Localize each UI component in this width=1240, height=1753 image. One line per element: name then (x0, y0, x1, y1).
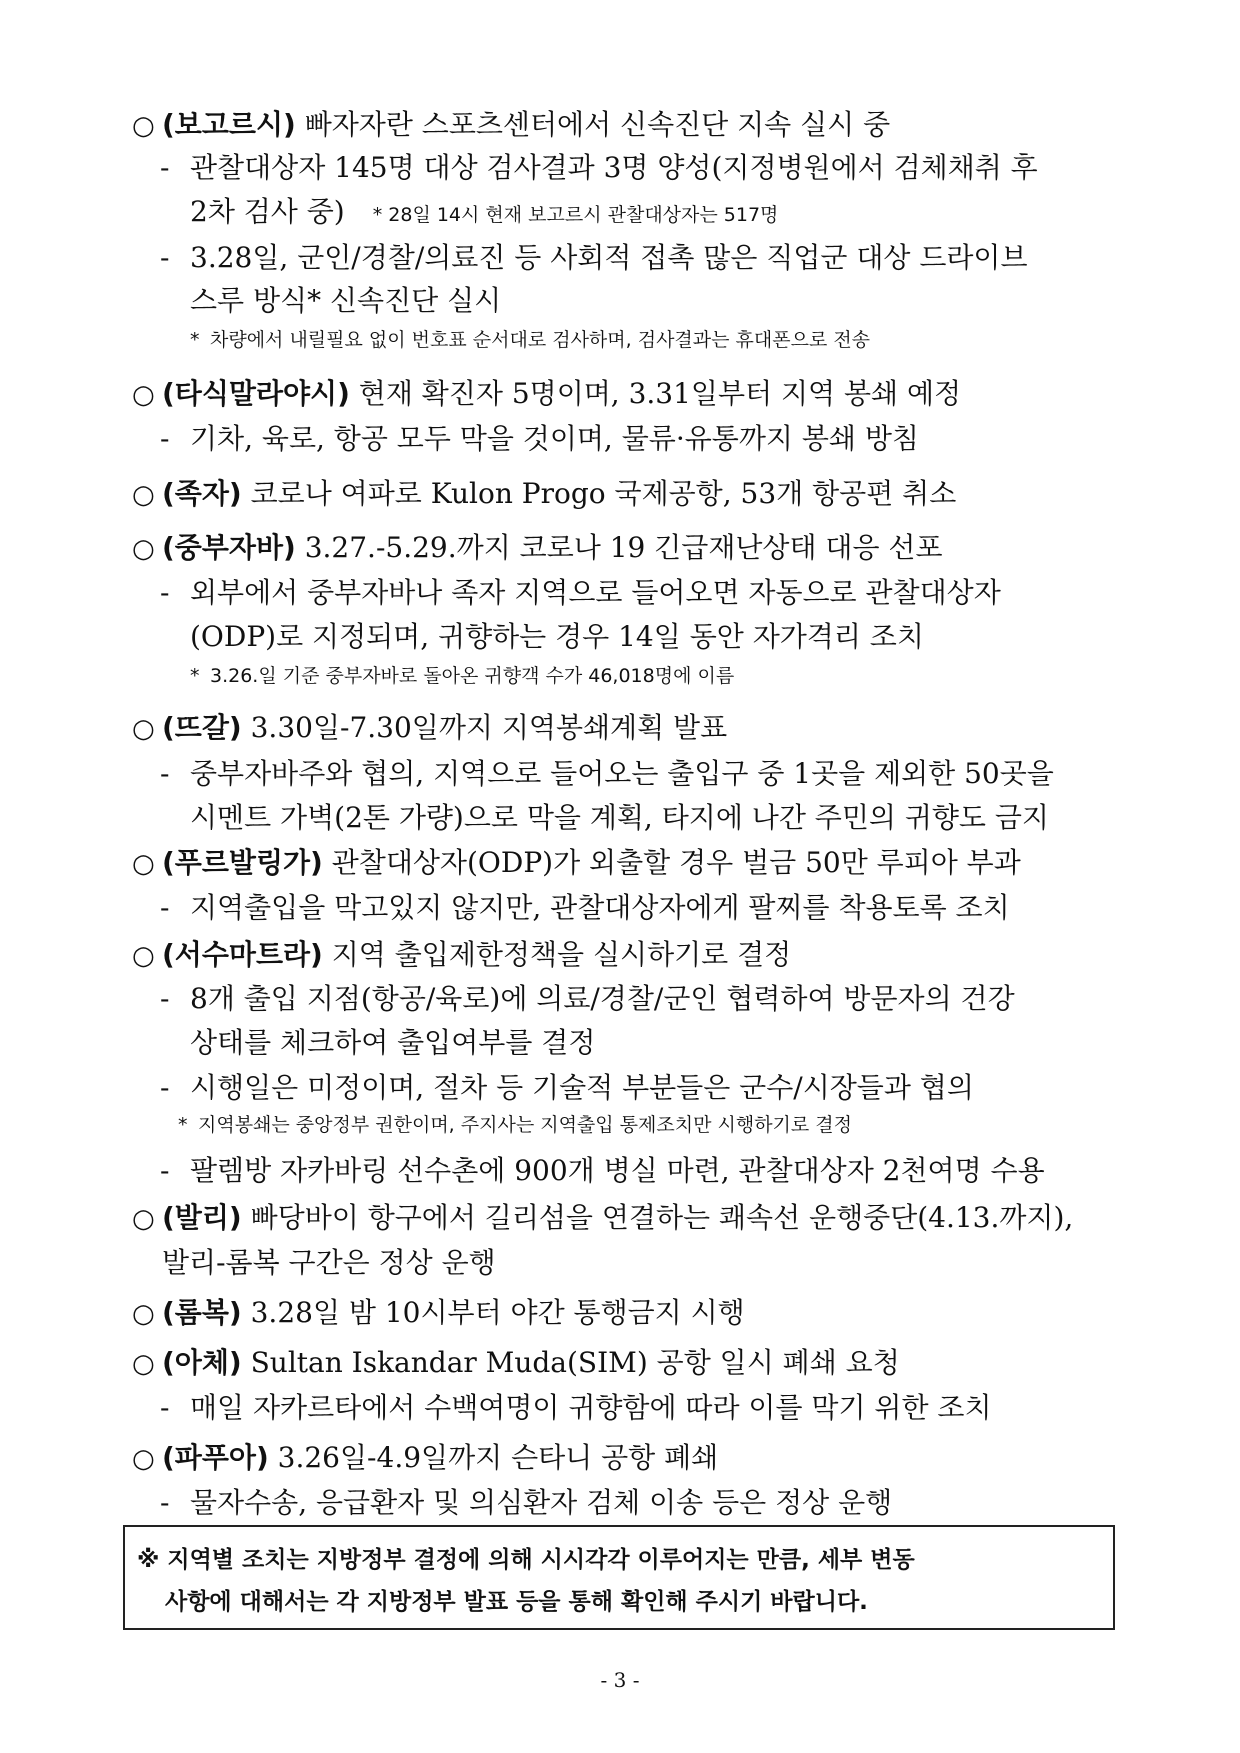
sub-text: 기차, 육로, 항공 모두 막을 것이며, 물류·유통까지 봉쇄 방침 (190, 422, 919, 455)
section-title: 지역 출입제한정책을 실시하기로 결정 (322, 938, 792, 971)
bullet-circle-icon: ○ (132, 111, 155, 141)
sub-text: 외부에서 중부자바나 족자 지역으로 들어오면 자동으로 관찰대상자 (190, 576, 1001, 609)
bogor-sub1-cont (190, 190, 778, 230)
sub-text: 매일 자카르타에서 수백여명이 귀향함에 따라 이를 막기 위한 조치 (190, 1391, 992, 1424)
purbalingga-sub1 (160, 886, 1010, 926)
sub-text: 관찰대상자 145명 대상 검사결과 3명 양성(지정병원에서 검체채취 후 (190, 151, 1038, 184)
tegal-sub1 (160, 752, 1054, 792)
sub-text: 시행일은 미정이며, 절차 등 기술적 부분들은 군수/시장들과 협의 (190, 1071, 974, 1104)
bullet-circle-icon: ○ (132, 714, 155, 744)
region-label: (롬복) (162, 1296, 242, 1329)
asterisk-icon: * (178, 1114, 188, 1136)
region-label: (뜨갈) (162, 711, 242, 744)
bogor-sub2-cont: 스루 방식* 신속진단 실시 (190, 284, 502, 317)
bullet-circle-icon: ○ (132, 380, 155, 410)
dash-bullet: - (160, 241, 170, 274)
note-text: 3.26.일 기준 중부자바로 돌아온 귀향객 수가 46,018명에 이름 (210, 665, 735, 687)
dash-bullet: - (160, 1071, 170, 1104)
central-java-sub1 (160, 571, 1001, 611)
sub-text: 중부자바주와 협의, 지역으로 들어오는 출입구 중 1곳을 제외한 50곳을 (190, 757, 1054, 790)
section-bogor-heading (132, 103, 890, 143)
sub-text: 3.28일, 군인/경찰/의료진 등 사회적 접촉 많은 직업군 대상 드라이브 (190, 241, 1028, 274)
section-tegal-heading (132, 706, 727, 746)
dash-bullet: - (160, 891, 170, 924)
asterisk-icon: * (190, 329, 200, 351)
papua-sub1 (160, 1481, 892, 1521)
section-tasikmalaya-heading (132, 372, 961, 412)
region-label: (파푸아) (162, 1441, 269, 1474)
central-java-note (190, 661, 734, 688)
notice-line-1: ※ 지역별 조치는 지방정부 결정에 의해 시시각각 이루어지는 만큼, 세부 변동 (137, 1547, 915, 1573)
bullet-circle-icon: ○ (132, 534, 155, 564)
sub-text: 8개 출입 지점(항공/육로)에 의료/경찰/군인 협력하여 방문자의 건강 (190, 982, 1015, 1015)
dash-bullet: - (160, 422, 170, 455)
west-sumatra-sub1-cont: 상태를 체크하여 출입여부를 결정 (190, 1026, 596, 1059)
west-sumatra-sub3 (160, 1149, 1045, 1189)
section-purbalingga-heading (132, 841, 1021, 881)
sub-text: 지역출입을 막고있지 않지만, 관찰대상자에게 팔찌를 착용토록 조치 (190, 891, 1010, 924)
section-aceh-heading (132, 1341, 900, 1381)
region-label: (서수마트라) (162, 938, 323, 971)
west-sumatra-sub2 (160, 1066, 974, 1106)
notice-box (123, 1525, 1115, 1630)
dash-bullet: - (160, 151, 170, 184)
section-jogja-heading (132, 472, 956, 512)
section-title: 3.26일-4.9일까지 슨타니 공항 폐쇄 (268, 1441, 719, 1474)
section-bali-heading (132, 1196, 1073, 1236)
dash-bullet: - (160, 1486, 170, 1519)
section-central-java-heading (132, 526, 943, 566)
section-papua-heading (132, 1436, 718, 1476)
bogor-sub2 (160, 236, 1028, 276)
region-label: (중부자바) (162, 531, 296, 564)
region-label: (푸르발링가) (162, 846, 323, 879)
bullet-circle-icon: ○ (132, 1299, 155, 1329)
bogor-sub1 (160, 146, 1038, 186)
aceh-sub1 (160, 1386, 992, 1426)
inline-note: * 28일 14시 현재 보고르시 관찰대상자는 517명 (372, 204, 779, 226)
dash-bullet: - (160, 576, 170, 609)
notice-line-2: 사항에 대해서는 각 지방정부 발표 등을 통해 확인해 주시기 바랍니다. (165, 1589, 868, 1615)
asterisk-icon: * (190, 665, 200, 687)
note-text: 지역봉쇄는 중앙정부 권한이며, 주지사는 지역출입 통제조치만 시행하기로 결정 (198, 1114, 853, 1136)
sub-text: 물자수송, 응급환자 및 의심환자 검체 이송 등은 정상 운행 (190, 1486, 893, 1519)
section-title: 3.30일-7.30일까지 지역봉쇄계획 발표 (241, 711, 728, 744)
bullet-circle-icon: ○ (132, 1444, 155, 1474)
central-java-sub1-cont: (ODP)로 지정되며, 귀향하는 경우 14일 동안 자가격리 조치 (190, 620, 924, 653)
section-title: 코로나 여파로 Kulon Progo 국제공항, 53개 항공편 취소 (241, 477, 957, 510)
note-text: 차량에서 내릴필요 없이 번호표 순서대로 검사하며, 검사결과는 휴대폰으로 전송 (210, 329, 871, 351)
region-label: (족자) (162, 477, 242, 510)
section-title: 3.27.-5.29.까지 코로나 19 긴급재난상태 대응 선포 (295, 531, 943, 564)
section-title: 관찰대상자(ODP)가 외출할 경우 벌금 50만 루피아 부과 (322, 846, 1021, 879)
sub-text: 팔렘방 자카바링 선수촌에 900개 병실 마련, 관찰대상자 2천여명 수용 (190, 1154, 1045, 1187)
section-title: 현재 확진자 5명이며, 3.31일부터 지역 봉쇄 예정 (349, 377, 962, 410)
region-label: (발리) (162, 1201, 242, 1234)
dash-bullet: - (160, 1154, 170, 1187)
page-number: - 3 - (600, 1668, 640, 1692)
section-lombok-heading (132, 1291, 745, 1331)
section-title: 3.28일 밤 10시부터 야간 통행금지 시행 (241, 1296, 745, 1329)
region-label: (보고르시) (162, 108, 296, 141)
section-title: 빠자자란 스포츠센터에서 신속진단 지속 실시 중 (295, 108, 891, 141)
section-title: Sultan Iskandar Muda(SIM) 공항 일시 폐쇄 요청 (241, 1346, 900, 1379)
region-label: (타식말라야시) (162, 377, 350, 410)
section-title: 빠당바이 항구에서 길리섬을 연결하는 쾌속선 운행중단(4.13.까지), (241, 1201, 1074, 1234)
tasikmalaya-sub1 (160, 417, 919, 457)
dash-bullet: - (160, 982, 170, 1015)
dash-bullet: - (160, 757, 170, 790)
dash-bullet: - (160, 1391, 170, 1424)
bullet-circle-icon: ○ (132, 1204, 155, 1234)
bullet-circle-icon: ○ (132, 941, 155, 971)
bullet-circle-icon: ○ (132, 1349, 155, 1379)
bullet-circle-icon: ○ (132, 480, 155, 510)
west-sumatra-sub1 (160, 977, 1015, 1017)
bali-title-cont: 발리-롬복 구간은 정상 운행 (162, 1246, 496, 1279)
region-label: (아체) (162, 1346, 242, 1379)
tegal-sub1-cont: 시멘트 가벽(2톤 가량)으로 막을 계획, 타지에 나간 주민의 귀향도 금지 (190, 801, 1049, 834)
bullet-circle-icon: ○ (132, 849, 155, 879)
bogor-note (190, 325, 870, 352)
west-sumatra-note (178, 1110, 852, 1137)
section-west-sumatra-heading (132, 933, 791, 973)
sub-text: 2차 검사 중) (190, 195, 345, 228)
